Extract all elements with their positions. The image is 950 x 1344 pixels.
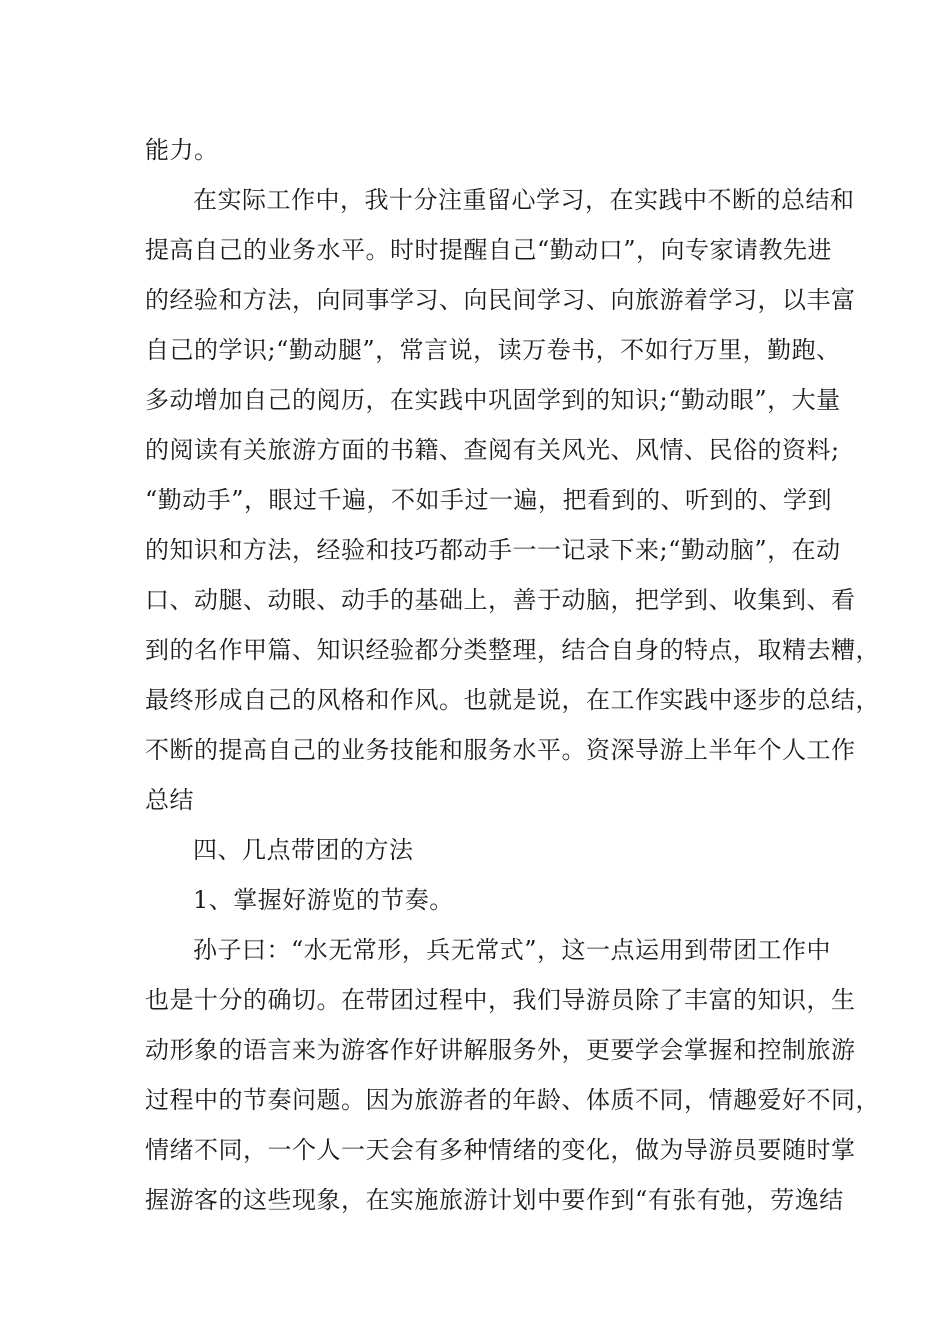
paragraph-line: 动形象的语言来为游客作好讲解服务外，更要学会掌握和控制旅游 [145, 1036, 856, 1064]
paragraph-line: 最终形成自己的风格和作风。也就是说，在工作实践中逐步的总结， [145, 686, 880, 714]
paragraph-line: 不断的提高自己的业务技能和服务水平。资深导游上半年个人工作 [145, 736, 856, 764]
subsection-heading: 1、掌握好游览的节奏。 [193, 886, 454, 914]
paragraph-line: 总结 [145, 786, 194, 814]
paragraph-line: 的阅读有关旅游方面的书籍、查阅有关风光、风情、民俗的资料; [145, 436, 840, 464]
paragraph-line: “勤动手”，眼过千遍，不如手过一遍，把看到的、听到的、学到 [145, 486, 833, 514]
paragraph-line: 多动增加自己的阅历，在实践中巩固学到的知识;“勤动眼”，大量 [145, 386, 841, 414]
section-heading: 四、几点带团的方法 [193, 836, 414, 864]
paragraph-line: 到的名作甲篇、知识经验都分类整理，结合自身的特点，取精去糟， [145, 636, 880, 664]
paragraph-line: 的经验和方法，向同事学习、向民间学习、向旅游着学习，以丰富 [145, 286, 856, 314]
paragraph-line: 也是十分的确切。在带团过程中，我们导游员除了丰富的知识，生 [145, 986, 856, 1014]
paragraph-line: 的知识和方法，经验和技巧都动手一一记录下来;“勤动脑”，在动 [145, 536, 841, 564]
paragraph-line: 能力。 [145, 136, 219, 164]
paragraph-line: 自己的学识;“勤动腿”，常言说，读万卷书，不如行万里，勤跑、 [145, 336, 841, 364]
paragraph-line: 口、动腿、动眼、动手的基础上，善于动脑，把学到、收集到、看 [145, 586, 856, 614]
paragraph-line: 提高自己的业务水平。时时提醒自己“勤动口”，向专家请教先进 [145, 236, 833, 264]
paragraph-line: 情绪不同，一个人一天会有多种情绪的变化，做为导游员要随时掌 [145, 1136, 856, 1164]
paragraph-line: 握游客的这些现象，在实施旅游计划中要作到“有张有弛，劳逸结 [145, 1186, 844, 1214]
paragraph-line: 在实际工作中，我十分注重留心学习，在实践中不断的总结和 [193, 186, 855, 214]
paragraph-line: 过程中的节奏问题。因为旅游者的年龄、体质不同，情趣爱好不同， [145, 1086, 880, 1114]
paragraph-line: 孙子曰：“水无常形，兵无常式”，这一点运用到带团工作中 [193, 936, 832, 964]
